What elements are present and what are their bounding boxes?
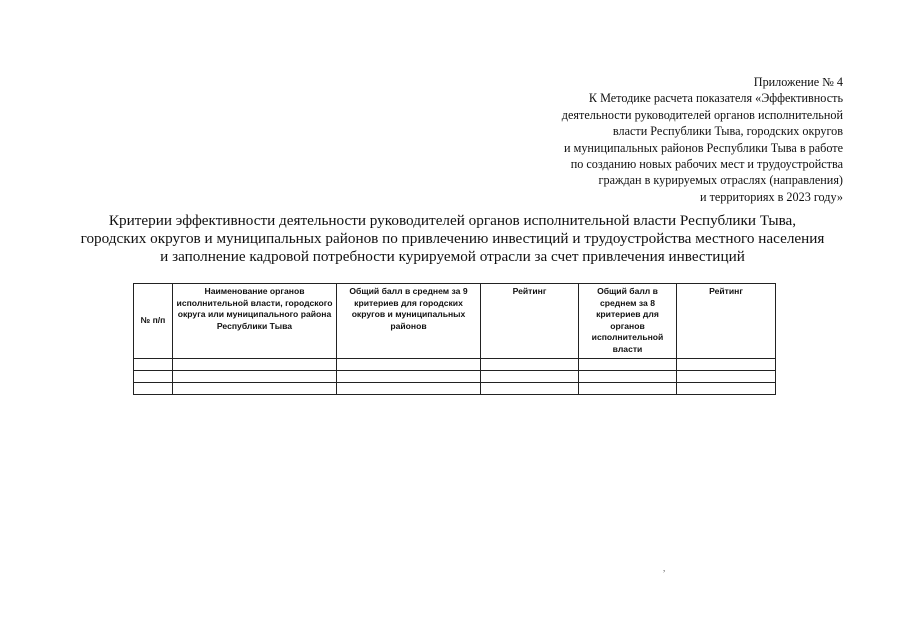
appendix-line: К Методике расчета показателя «Эффективность (588, 91, 843, 106)
table-cell (677, 383, 776, 395)
table-row (134, 371, 776, 383)
appendix-line: и муниципальных районов Республики Тыва в работе (564, 140, 843, 155)
appendix-line: граждан в курируемых отраслях (направления) (598, 173, 843, 188)
appendix-line: власти Республики Тыва, городских округов (612, 124, 843, 139)
table-cell (173, 359, 337, 371)
table-row (134, 383, 776, 395)
header-organ-name: Наименование органов исполнительной власти, городского округа или муниципального района Республики Тыва (173, 284, 337, 359)
header-score-districts: Общий балл в среднем за 9 критериев для городских округов и муниципальных районов (337, 284, 481, 359)
table-cell (134, 359, 173, 371)
table-cell (337, 359, 481, 371)
table-cell (173, 383, 337, 395)
table-cell (337, 371, 481, 383)
table-cell (337, 383, 481, 395)
appendix-line: Приложение № 4 (753, 75, 843, 89)
table-cell (579, 383, 677, 395)
table-cell (579, 359, 677, 371)
header-number: № п/п (134, 284, 173, 359)
header-rating: Рейтинг (677, 284, 776, 359)
table-cell (173, 371, 337, 383)
table-cell (579, 371, 677, 383)
appendix-line: деятельности руководителей органов исполнительной (561, 107, 843, 122)
table-cell (134, 371, 173, 383)
title-line: городских округов и муниципальных районов по привлечению инвестиций и трудоустройства местного населения (80, 230, 825, 247)
table-cell (134, 383, 173, 395)
scan-speck: , (663, 563, 666, 573)
table-cell (677, 359, 776, 371)
header-score-organs: Общий балл в среднем за 8 критериев для органов исполнительной власти (579, 284, 677, 359)
table-cell (481, 383, 579, 395)
header-rating: Рейтинг (481, 284, 579, 359)
table-cell (481, 371, 579, 383)
title-line: Критерии эффективности деятельности руководителей органов исполнительной власти Республики Тыва, (108, 212, 797, 229)
appendix-line: по созданию новых рабочих мест и трудоустройства (570, 157, 843, 172)
table-cell (677, 371, 776, 383)
appendix-note (513, 74, 843, 205)
appendix-line: и территориях в 2023 году» (700, 189, 843, 204)
title-line: и заполнение кадровой потребности курируемой отрасли за счет привлечения инвестиций (160, 248, 745, 265)
table-row (134, 359, 776, 371)
table-cell (481, 359, 579, 371)
table-header-row (134, 284, 776, 359)
criteria-table (133, 283, 776, 395)
document-title (40, 212, 865, 266)
